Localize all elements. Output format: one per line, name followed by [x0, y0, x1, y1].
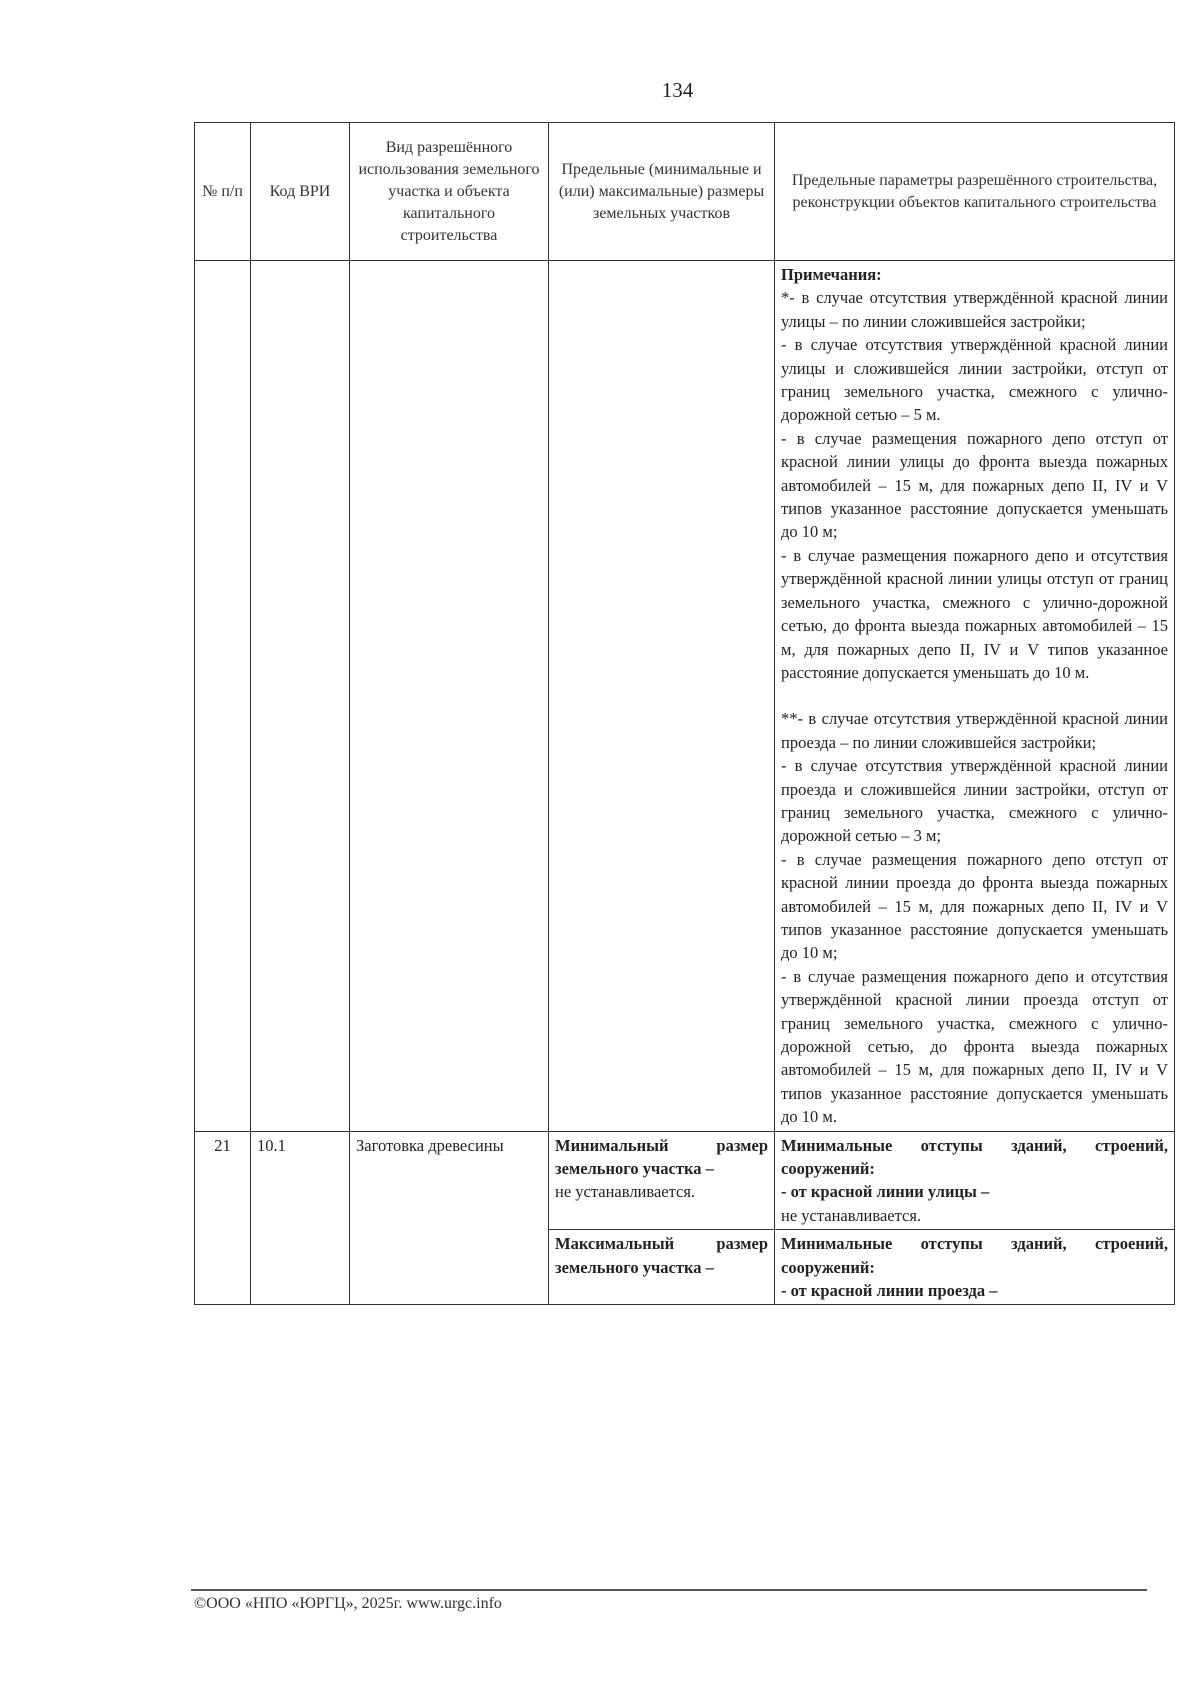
min-size-title: Минимальный размер земельного участка – [555, 1135, 768, 1179]
min-size-cell [549, 1131, 775, 1230]
table-row-21a [195, 1131, 1175, 1230]
row-number: 21 [195, 1131, 251, 1305]
indent-passage: - от красной линии проезда – [781, 1281, 998, 1301]
indent-street-cell [775, 1131, 1175, 1230]
note-paragraph: - в случае отсутствия утверждённой красной линии улицы и сложившейся линии застройки, отступ от границ земельного участка, смежного с улично-дорожной сетью – 5 м. [781, 335, 1168, 425]
row-code: 10.1 [251, 1131, 350, 1305]
note-paragraph: *- в случае отсутствия утверждённой красной линии улицы – по линии сложившейся застройки; [781, 288, 1168, 331]
indent-street: - от красной линии улицы – [781, 1182, 990, 1202]
max-size-title: Максимальный размер земельного участка – [555, 1234, 768, 1277]
note-paragraph: **- в случае отсутствия утверждённой красной линии проезда – по линии сложившейся застройки; [781, 709, 1168, 752]
header-number: № п/п [195, 123, 251, 261]
header-use-type: Вид разрешённого использования земельного участка и объекта капитального строительства [350, 123, 549, 261]
note-paragraph: - в случае размещения пожарного депо отступ от красной линии улицы до фронта выезда пожарных автомобилей – 15 м, для пожарных депо II, IV и V типов указанное расстояние допускается уменьшать до 10 м; [781, 428, 1168, 542]
regulations-table [194, 122, 1175, 1305]
indent-title: Минимальные отступы зданий, строений, сооружений: [781, 1234, 1168, 1277]
header-code: Код ВРИ [251, 123, 350, 261]
header-plot-sizes: Предельные (минимальные и (или) максимальные) размеры земельных участков [549, 123, 775, 261]
footer-copyright: ©ООО «НПО «ЮРГЦ», 2025г. www.urgc.info [194, 1595, 502, 1612]
notes-title: Примечания: [781, 265, 882, 284]
note-paragraph: - в случае размещения пожарного депо отступ от красной линии проезда до фронта выезда пожарных автомобилей – 15 м, для пожарных депо II, IV и V типов указанное расстояние допускается уменьшать до 10 м; [781, 849, 1168, 963]
cell-empty [251, 261, 350, 1132]
max-size-cell [549, 1230, 775, 1305]
min-size-value: не устанавливается. [555, 1182, 696, 1202]
table-row-notes [195, 261, 1175, 1132]
cell-empty [195, 261, 251, 1132]
note-paragraph: - в случае отсутствия утверждённой красной линии проезда и сложившейся линии застройки, отступ от границ земельного участка, смежного с улично-дорожной сетью – 3 м; [781, 756, 1168, 846]
cell-empty [350, 261, 549, 1132]
table-header-row [195, 123, 1175, 261]
note-paragraph: - в случае размещения пожарного депо и отсутствия утверждённой красной линии проезда отступ от границ земельного участка, смежного с улично-дорожной сетью, до фронта выезда пожарных автомобилей – 15 м, для пожарных депо II, IV и V типов указанное расстояние допускается уменьшать до 10 м. [781, 966, 1168, 1127]
cell-empty [549, 261, 775, 1132]
indent-title: Минимальные отступы зданий, строений, сооружений: [781, 1135, 1168, 1179]
footer-divider [191, 1589, 1147, 1591]
notes-cell [775, 261, 1175, 1132]
header-parameters: Предельные параметры разрешённого строительства, реконструкции объектов капитального строительства [775, 123, 1175, 261]
indent-passage-cell [775, 1230, 1175, 1305]
page-number: 134 [661, 78, 694, 102]
row-use-name: Заготовка древесины [350, 1131, 549, 1305]
note-paragraph: - в случае размещения пожарного депо и отсутствия утверждённой красной линии улицы отступ от границ земельного участка, смежного с улично-дорожной сетью, до фронта выезда пожарных автомобилей – 15 м, для пожарных депо II, IV и V типов указанное расстояние допускается уменьшать до 10 м. [781, 545, 1168, 682]
indent-street-value: не устанавливается. [781, 1205, 922, 1225]
